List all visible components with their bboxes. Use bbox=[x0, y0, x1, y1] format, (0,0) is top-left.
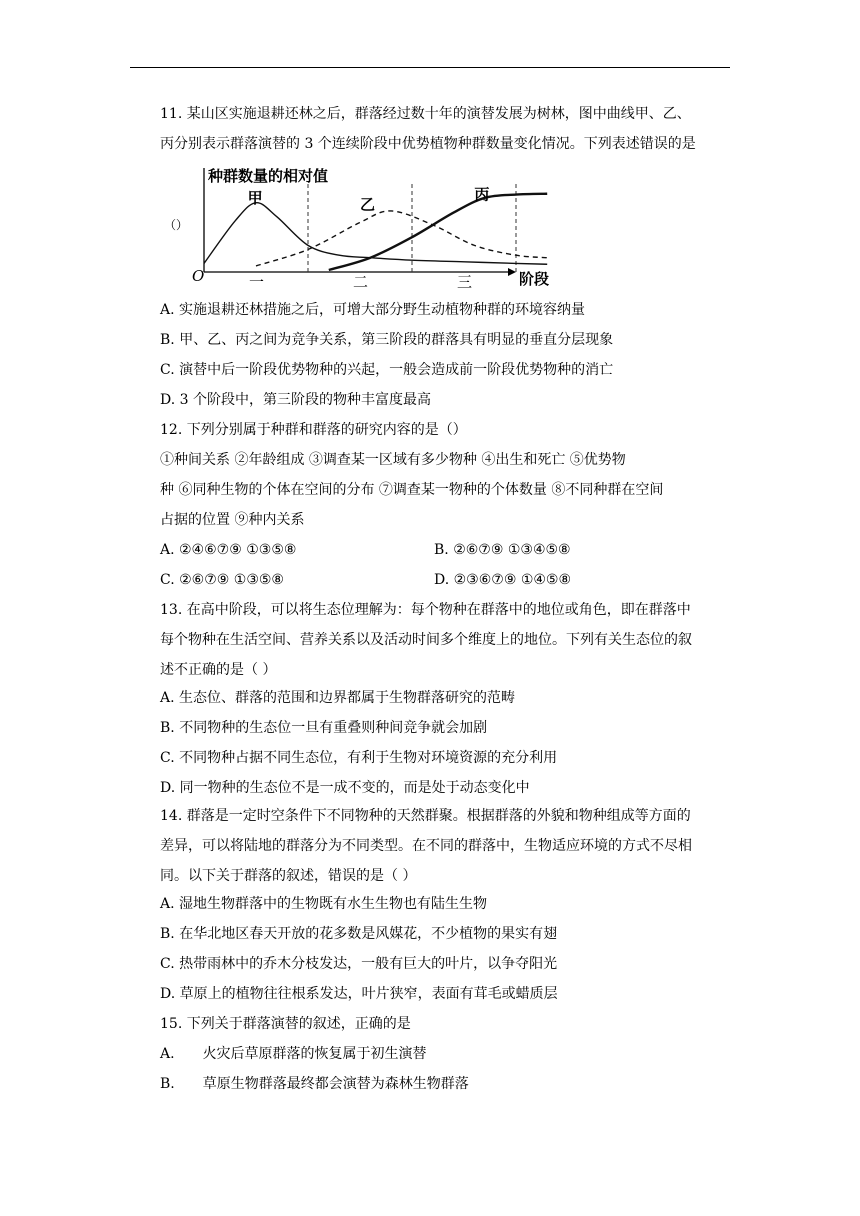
q15-option-a-text: 火灾后草原群落的恢复属于初生演替 bbox=[202, 1046, 427, 1062]
curve-label-bing: 丙 bbox=[474, 185, 490, 204]
population-chart bbox=[160, 160, 560, 294]
stage-labels bbox=[249, 273, 472, 291]
q11-stem-line1: 11. 某山区实施退耕还林之后，群落经过数十年的演替发展为树林，图中曲线甲、乙、 bbox=[160, 106, 691, 122]
header-rule bbox=[130, 67, 730, 68]
q12-items-line3: 占据的位置 ⑨种内关系 bbox=[160, 512, 305, 528]
q13-stem-line1: 13. 在高中阶段，可以将生态位理解为：每个物种在群落中的地位或角色，即在群落中 bbox=[160, 602, 691, 618]
q11-option-a: A. 实施退耕还林措施之后，可增大部分野生动植物种群的环境容纳量 bbox=[160, 302, 586, 318]
q12-items-line1: ①种间关系 ②年龄组成 ③调查某一区域有多少物种 ④出生和死亡 ⑤优势物 bbox=[160, 452, 626, 468]
q13-stem-line3: 述不正确的是（ ） bbox=[160, 662, 277, 678]
curve-labels bbox=[248, 185, 490, 213]
x-axis-arrow bbox=[508, 268, 516, 276]
q11-answer-blank: （） bbox=[164, 218, 189, 232]
q14-stem-line3: 同。以下关于群落的叙述，错误的是（ ） bbox=[160, 868, 417, 884]
y-axis-label: 种群数量的相对值 bbox=[208, 167, 329, 185]
q14-option-b: B. 在华北地区春天开放的花多数是风媒花，不少植物的果实有翅 bbox=[160, 926, 558, 942]
curve-label-jia: 甲 bbox=[247, 188, 263, 207]
stage-label-2: 二 bbox=[353, 273, 369, 291]
q13-option-c: C. 不同物种占据不同生态位，有利于生物对环境资源的充分利用 bbox=[160, 750, 558, 766]
q12-option-d: D. ②③⑥⑦⑨ ①④⑤⑧ bbox=[434, 572, 572, 588]
q11-option-d: D. 3 个阶段中，第三阶段的物种丰富度最高 bbox=[160, 392, 431, 408]
q11-option-b: B. 甲、乙、丙之间为竞争关系，第三阶段的群落具有明显的垂直分层现象 bbox=[160, 332, 614, 348]
q15-option-a bbox=[160, 1044, 427, 1064]
q12-option-c: C. ②⑥⑦⑨ ①③⑤⑧ bbox=[160, 572, 284, 588]
q15-option-b-text: 草原生物群落最终都会演替为森林生物群落 bbox=[202, 1076, 469, 1092]
curve-label-yi: 乙 bbox=[360, 195, 376, 214]
q13-option-d: D. 同一物种的生态位不是一成不变的，而是处于动态变化中 bbox=[160, 780, 530, 796]
q14-stem-line2: 差异，可以将陆地的群落分为不同类型。在不同的群落中，生物适应环境的方式不尽相 bbox=[160, 838, 692, 854]
q13-stem-line2: 每个物种在生活空间、营养关系以及活动时间多个维度上的地位。下列有关生态位的叙 bbox=[160, 632, 692, 648]
q15-stem: 15. 下列关于群落演替的叙述，正确的是 bbox=[160, 1016, 411, 1032]
q12-option-a: A. ②④⑥⑦⑨ ①③⑤⑧ bbox=[160, 542, 297, 558]
q12-stem: 12. 下列分别属于种群和群落的研究内容的是（） bbox=[160, 422, 467, 438]
q11-option-c: C. 演替中后一阶段优势物种的兴起，一般会造成前一阶段优势物种的消亡 bbox=[160, 362, 614, 378]
q15-option-b bbox=[160, 1074, 469, 1094]
q13-option-b: B. 不同物种的生态位一旦有重叠则种间竞争就会加剧 bbox=[160, 720, 488, 736]
stage-label-3: 三 bbox=[457, 273, 473, 291]
q13-option-a: A. 生态位、群落的范围和边界都属于生物群落研究的范畴 bbox=[160, 690, 516, 706]
x-axis-label: 阶段 bbox=[519, 270, 550, 288]
q14-stem-line1: 14. 群落是一定时空条件下不同物种的天然群聚。根据群落的外貌和物种组成等方面的 bbox=[160, 808, 691, 824]
q15-option-b-letter: B. bbox=[160, 1076, 175, 1092]
q12-option-b: B. ②⑥⑦⑨ ①③④⑤⑧ bbox=[434, 542, 571, 558]
q12-items-line2: 种 ⑥同种生物的个体在空间的分布 ⑦调查某一物种的个体数量 ⑧不同种群在空间 bbox=[160, 482, 664, 498]
origin-label: O bbox=[192, 267, 205, 285]
q14-option-c: C. 热带雨林中的乔木分枝发达，一般有巨大的叶片，以争夺阳光 bbox=[160, 956, 558, 972]
q15-option-a-letter: A. bbox=[160, 1046, 175, 1062]
stage-label-1: 一 bbox=[249, 273, 265, 291]
q14-option-a: A. 湿地生物群落中的生物既有水生生物也有陆生生物 bbox=[160, 896, 488, 912]
q11-stem-line2: 丙分别表示群落演替的 3 个连续阶段中优势植物种群数量变化情况。下列表述错误的是 bbox=[160, 136, 696, 152]
q14-option-d: D. 草原上的植物往往根系发达，叶片狭窄，表面有茸毛或蜡质层 bbox=[160, 986, 558, 1002]
